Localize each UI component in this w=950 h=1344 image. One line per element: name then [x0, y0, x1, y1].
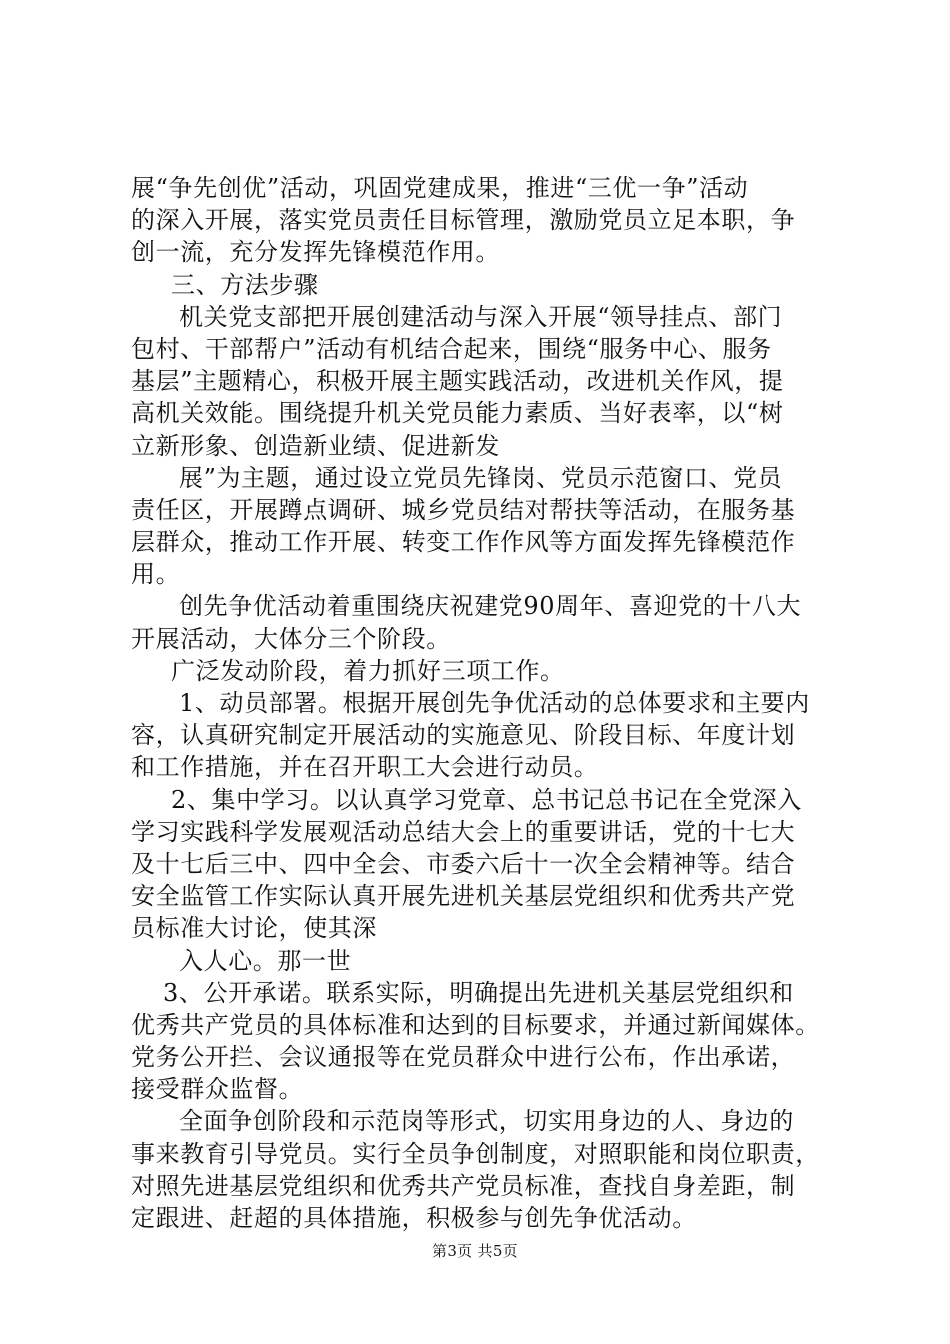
text-line: 及十七后三中、四中全会、市委六后十一次全会精神等。结合 — [131, 849, 796, 878]
text-line: 容，认真研究制定开展活动的实施意见、阶段目标、年度计划 — [131, 721, 796, 750]
text-line: 入人心。那一世 — [179, 946, 352, 975]
text-line: 学习实践科学发展观活动总结大会上的重要讲话，党的十七大 — [131, 817, 796, 846]
text-line: 基层”主题精心，积极开展主题实践活动，改进机关作风，提 — [131, 367, 784, 396]
text-line: 包村、干部帮户”活动有机结合起来，围绕“服务中心、服务 — [131, 334, 772, 363]
text-line: 创一流，充分发挥先锋模范作用。 — [131, 238, 500, 267]
text-line: 全面争创阶段和示范岗等形式，切实用身边的人、身边的 — [179, 1107, 794, 1136]
text-line: 三、方法步骤 — [171, 270, 319, 299]
text-line: 对照先进基层党组织和优秀共产党员标准，查找自身差距，制 — [131, 1171, 796, 1200]
text-line: 员标准大讨论，使其深 — [131, 914, 377, 943]
text-line: 2、集中学习。以认真学习党章、总书记总书记在全党深入 — [171, 785, 802, 814]
text-line: 展”为主题，通过设立党员先锋岗、党员示范窗口、党员 — [179, 463, 783, 492]
text-line: 展“争先创优”活动，巩固党建成果，推进“三优一争”活动 — [131, 174, 749, 202]
text-line: 开展活动，大体分三个阶段。 — [131, 624, 451, 653]
text-line: 的深入开展，落实党员责任目标管理，激励党员立足本职，争 — [131, 206, 796, 235]
text-line: 用。 — [131, 560, 181, 589]
text-line: 3、公开承诺。联系实际，明确提出先进机关基层党组织和 — [163, 978, 794, 1007]
text-line: 层群众，推动工作开展、转变工作作风等方面发挥先锋模范作 — [131, 528, 796, 557]
text-line: 接受群众监督。 — [131, 1075, 304, 1104]
text-line: 高机关效能。围绕提升机关党员能力素质、当好表率，以“树 — [131, 399, 784, 428]
text-line: 责任区，开展蹲点调研、城乡党员结对帮扶等活动，在服务基 — [131, 495, 796, 524]
text-line: 党务公开拦、会议通报等在党员群众中进行公布，作出承诺， — [131, 1043, 796, 1072]
text-line: 事来教育引导党员。实行全员争创制度，对照职能和岗位职责， — [131, 1139, 820, 1168]
text-line: 1、动员部署。根据开展创先争优活动的总体要求和主要内 — [179, 689, 810, 717]
text-line: 安全监管工作实际认真开展先进机关基层党组织和优秀共产党 — [131, 882, 796, 911]
text-line: 创先争优活动着重围绕庆祝建党90周年、喜迎党的十八大 — [179, 592, 802, 621]
text-line: 广泛发动阶段，着力抓好三项工作。 — [171, 656, 565, 685]
body-text — [131, 172, 851, 1234]
text-line: 优秀共产党员的具体标准和达到的目标要求，并通过新闻媒体。 — [131, 1010, 820, 1039]
text-line: 定跟进、赶超的具体措施，积极参与创先争优活动。 — [131, 1204, 697, 1232]
page-footer: 第3页 共5页 — [432, 1242, 518, 1260]
text-line: 和工作措施，并在召开职工大会进行动员。 — [131, 753, 599, 782]
text-line: 机关党支部把开展创建活动与深入开展“领导挂点、部门 — [179, 302, 783, 331]
text-line: 立新形象、创造新业绩、促进新发 — [131, 431, 500, 460]
